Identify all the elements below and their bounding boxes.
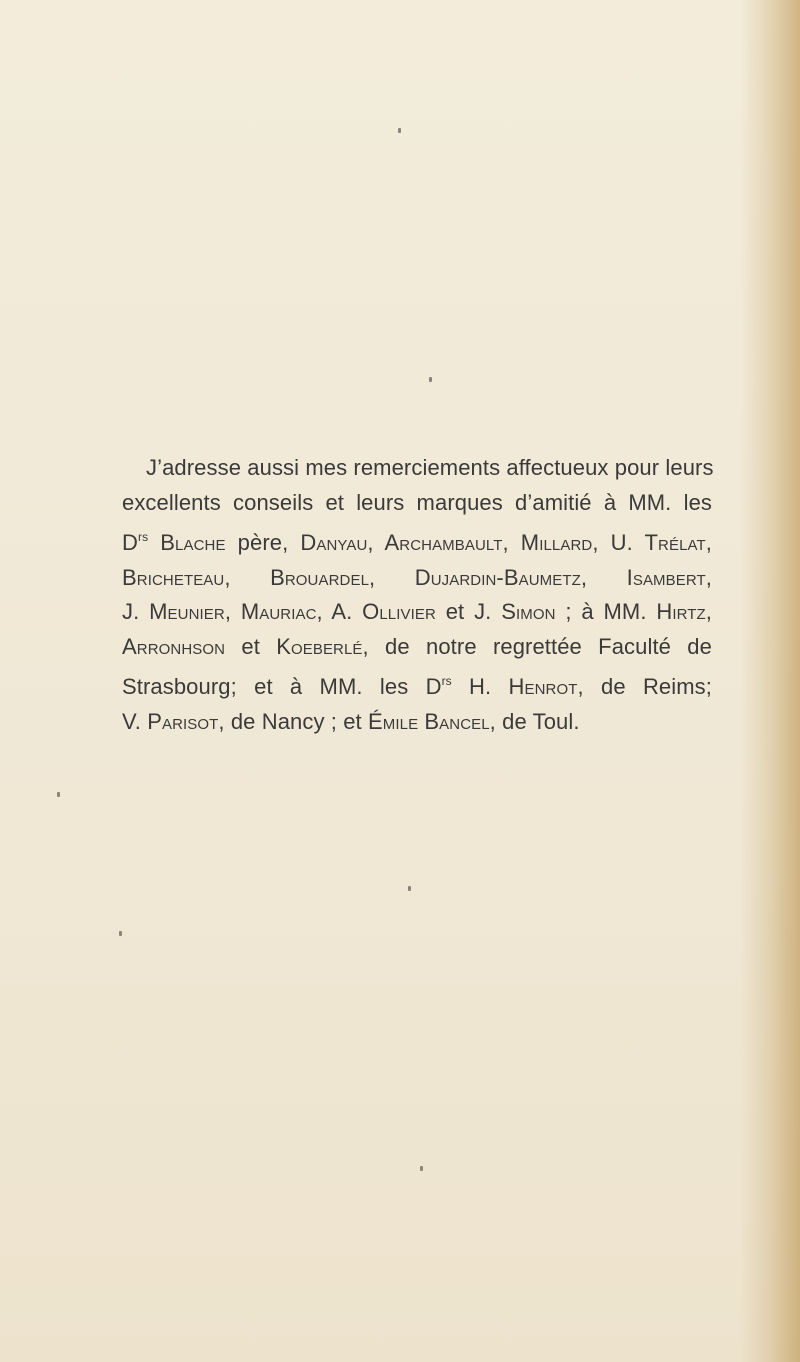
- paragraph-line-2: excellents conseils et leurs marques d’amitié à MM. les: [122, 489, 712, 515]
- doctors-abbreviation-superscript: rs: [441, 674, 452, 688]
- speck-mark: [429, 377, 432, 382]
- line-text: père,: [225, 530, 301, 555]
- person-name: Hirtz,: [656, 599, 713, 624]
- line-text: Strasbourg; et à MM. les D: [122, 674, 442, 699]
- speck-mark: [119, 931, 122, 936]
- person-name: Henrot: [508, 674, 578, 699]
- person-name: Émile Bancel,: [367, 708, 496, 734]
- line-text: ; à MM.: [555, 599, 657, 624]
- paragraph-line-1: J’adresse aussi mes remerciements affectueux pour leurs: [146, 455, 714, 480]
- paragraph-line-3: [122, 520, 712, 561]
- person-name: Parisot,: [147, 708, 225, 734]
- line-text: de notre regrettée Faculté de: [368, 633, 712, 659]
- speck-mark: [408, 886, 411, 891]
- line-text: de Nancy ; et: [224, 708, 368, 734]
- person-names: Meunier, Mauriac,: [149, 599, 323, 624]
- line-text: et J.: [435, 599, 502, 624]
- paragraph-line-5: [122, 595, 712, 630]
- line-text: de Toul.: [495, 708, 580, 734]
- speck-mark: [398, 128, 401, 133]
- speck-mark: [57, 792, 60, 797]
- person-name: Koeberlé,: [276, 633, 369, 659]
- line-text: A.: [322, 599, 363, 624]
- person-name: Blache: [160, 530, 226, 555]
- line-text: et: [225, 633, 277, 659]
- paragraph-line-4: Bricheteau, Brouardel, Dujardin-Baumetz, Isambert,: [122, 564, 712, 590]
- line-text: H.: [451, 674, 509, 699]
- line-text: J.: [122, 599, 150, 624]
- doctors-abbreviation: D: [122, 530, 138, 555]
- doctors-abbreviation-superscript: rs: [138, 530, 149, 544]
- speck-mark: [420, 1166, 423, 1171]
- paragraph-line-6: [122, 630, 712, 665]
- paragraph-line-7: [122, 664, 712, 705]
- paragraph-line-8: [122, 705, 712, 740]
- line-text: V.: [122, 708, 148, 734]
- person-name: Arronhson: [122, 633, 226, 659]
- line-text: , de Reims;: [577, 674, 712, 699]
- acknowledgment-paragraph: [122, 451, 712, 739]
- person-name: Simon: [501, 599, 556, 624]
- person-name: Ollivier: [362, 599, 436, 624]
- person-names: Danyau, Archambault, Millard, U. Trélat,: [300, 530, 712, 555]
